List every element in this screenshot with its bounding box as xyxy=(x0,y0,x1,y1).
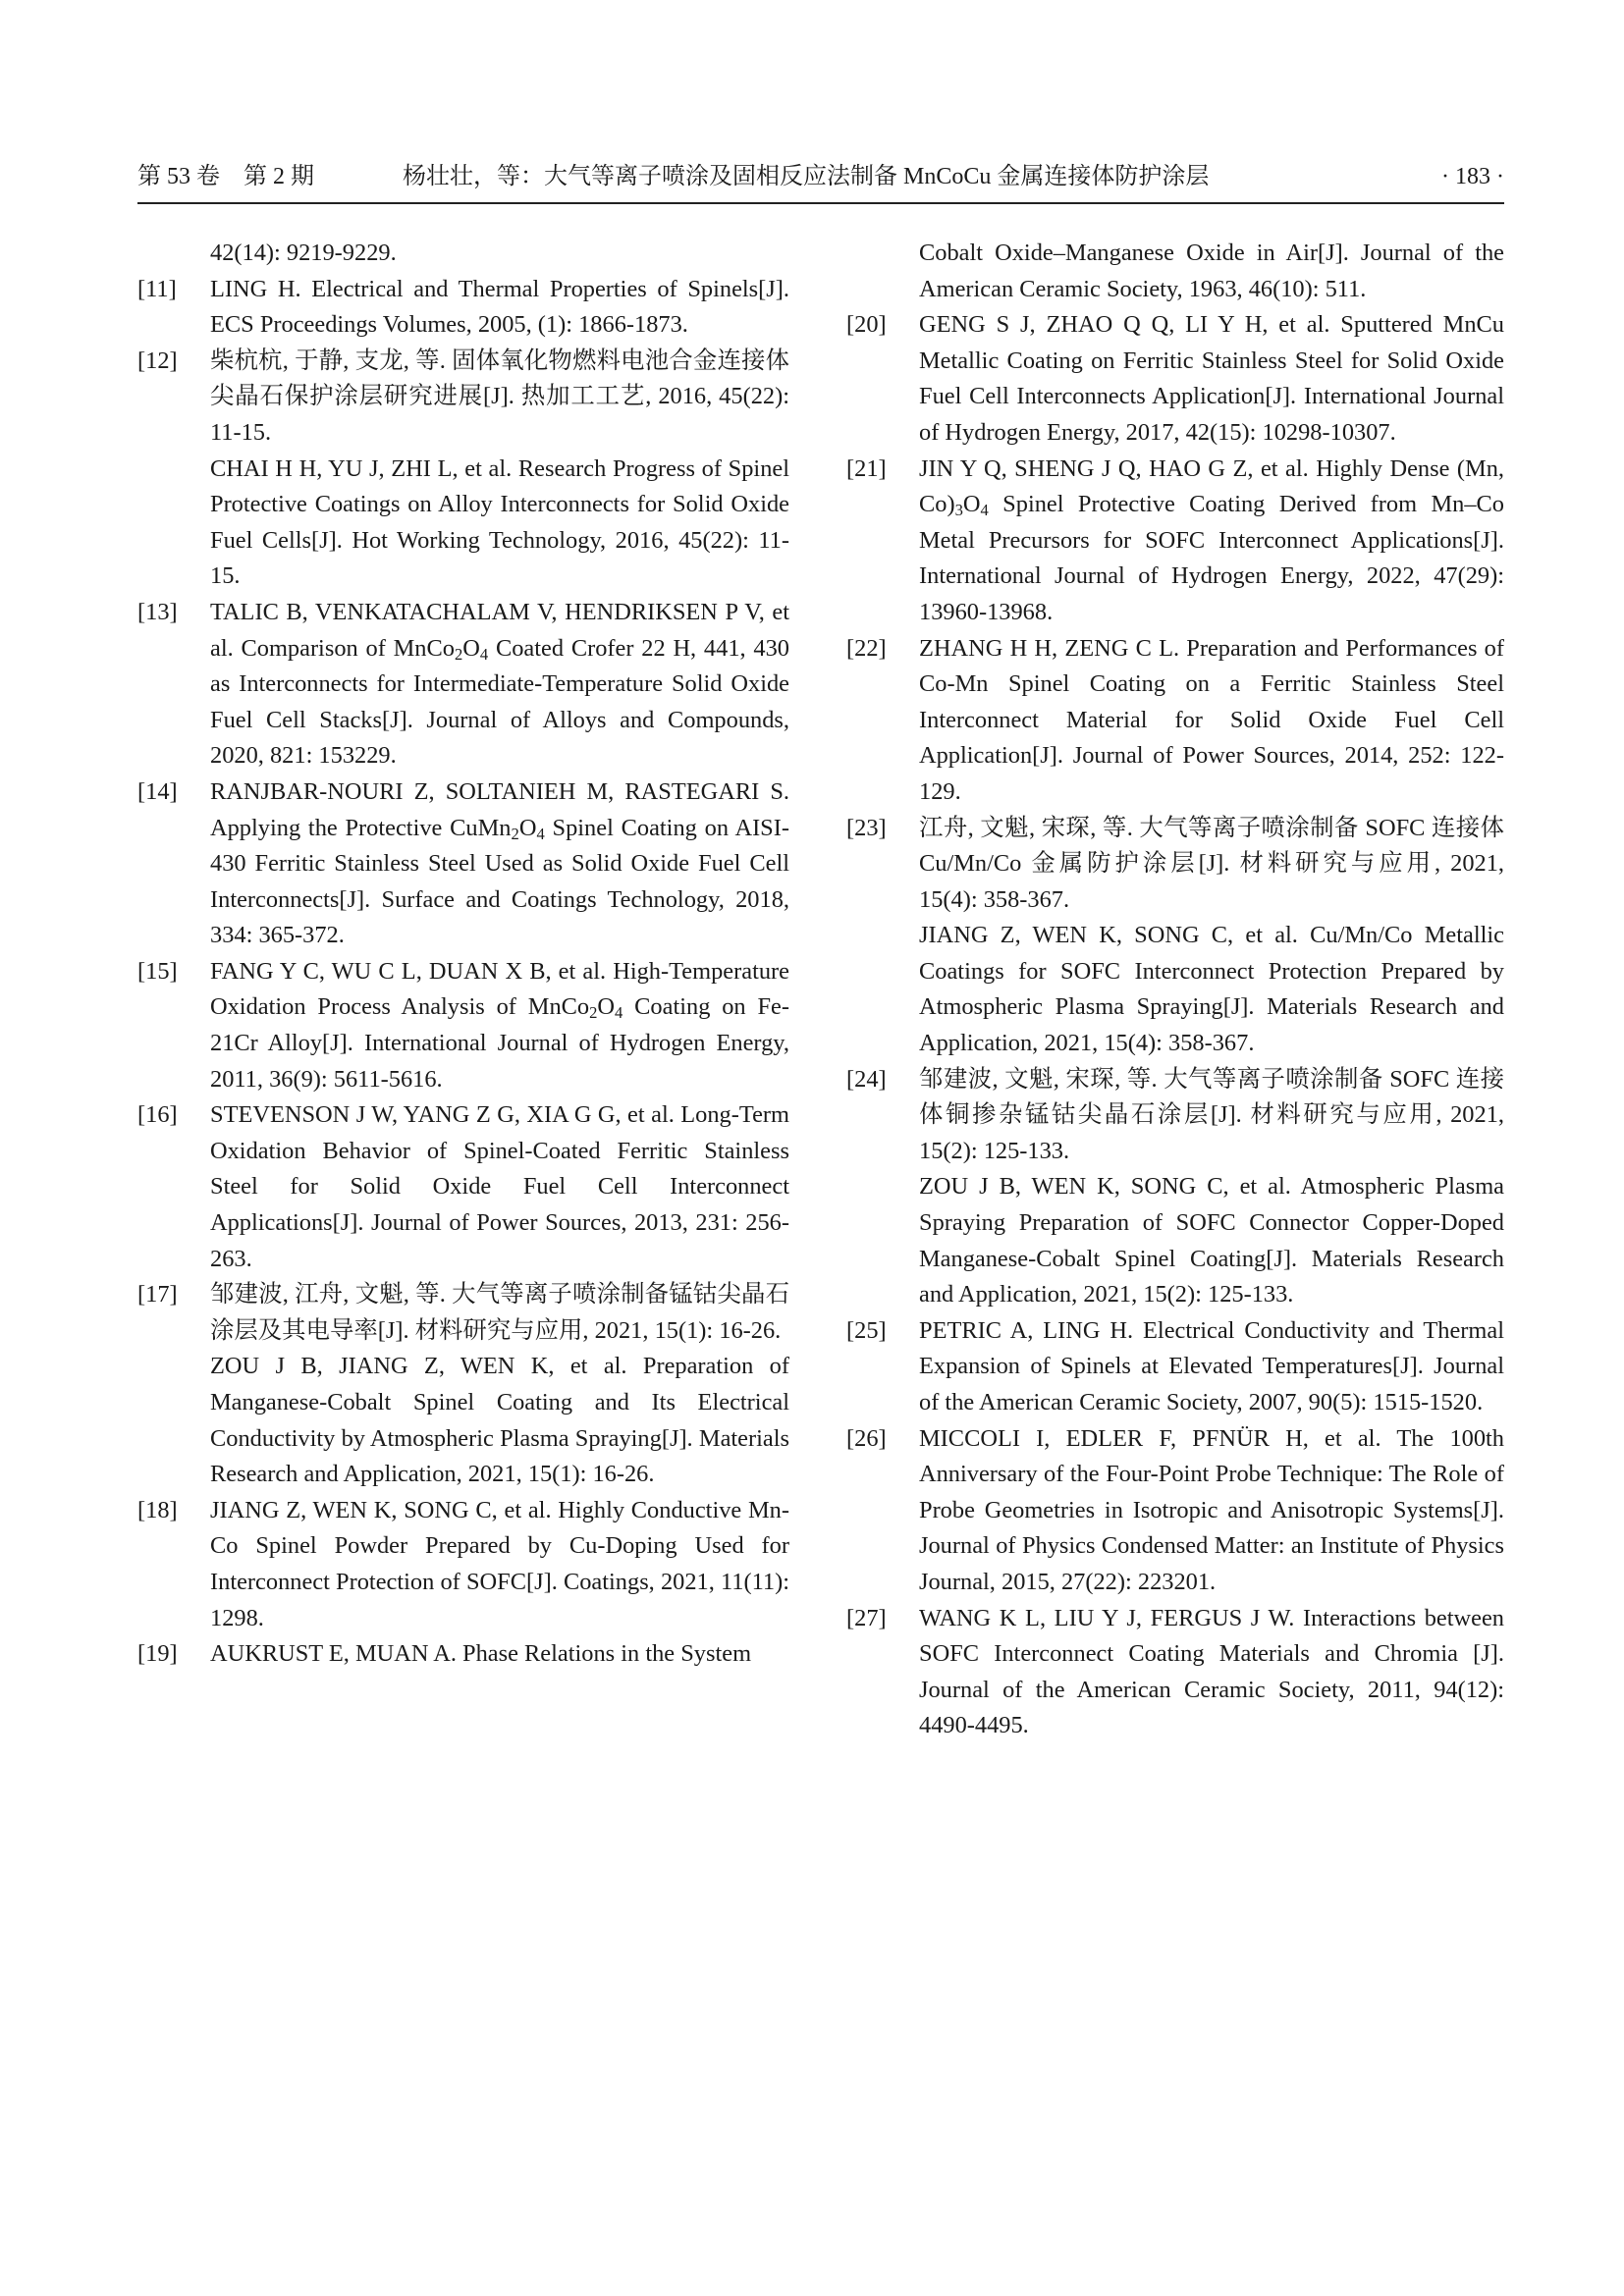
reference-text xyxy=(210,1493,789,1636)
reference-entry xyxy=(137,1277,789,1493)
reference-paragraph: RANJBAR-NOURI Z, SOLTANIEH M, RASTEGARI S. Applying the Protective $CuMn_2O_4$ Spinel Coating on AISI-430 Ferritic Stainless Steel Used as Solid Oxide Fuel Cell Interconnects[J]. Surface and Coatings Technology, 2018, 334: 365-372. xyxy=(210,777,789,949)
reference-paragraph: ZOU J B, JIANG Z, WEN K, et al. Preparation of Manganese-Cobalt Spinel Coating and Its Electrical Conductivity by Atmospheric Plasma Spraying[J]. Materials Research and Application, 2021, 15(1): 16-26. xyxy=(210,1353,789,1488)
reference-number: [24] xyxy=(846,1065,887,1093)
reference-text xyxy=(210,272,789,344)
reference-text xyxy=(919,452,1504,631)
reference-paragraph: JIANG Z, WEN K, SONG C, et al. Highly Conductive Mn-Co Spinel Powder Prepared by Cu-Doping Used for Interconnect Protection of SOFC[J]. Coatings, 2021, 11(11): 1298. xyxy=(210,1496,789,1631)
reference-number: [27] xyxy=(846,1604,887,1631)
reference-number xyxy=(137,236,210,272)
references-left-column xyxy=(137,236,789,1673)
reference-text xyxy=(919,1062,1504,1313)
reference-paragraph: WANG K L, LIU Y J, FERGUS J W. Interactions between SOFC Interconnect Coating Materials and Chromia [J]. Journal of the American Ceramic Society, 2011, 94(12): 4490-4495. xyxy=(919,1604,1504,1739)
references-right-column xyxy=(846,236,1504,1744)
reference-number: [17] xyxy=(137,1281,178,1308)
reference-text xyxy=(210,595,789,774)
reference-text xyxy=(210,774,789,954)
reference-paragraph: JIANG Z, WEN K, SONG C, et al. Cu/Mn/Co Metallic Coatings for SOFC Interconnect Protection Prepared by Atmospheric Plasma Spraying[J]. Materials Research and Application, 2021, 15(4): 358-367. xyxy=(919,922,1504,1057)
reference-number: [25] xyxy=(846,1316,887,1344)
reference-entry xyxy=(846,1601,1504,1744)
reference-text xyxy=(919,1601,1504,1744)
reference-paragraph: ZOU J B, WEN K, SONG C, et al. Atmospheric Plasma Spraying Preparation of SOFC Connector Copper-Doped Manganese-Cobalt Spinel Coating[J]. Materials Research and Application, 2021, 15(2): 125-133. xyxy=(919,1173,1504,1308)
reference-text xyxy=(210,344,789,595)
reference-text xyxy=(919,307,1504,451)
reference-paragraph: 江舟, 文魁, 宋琛, 等. 大气等离子喷涂制备 SOFC 连接体 Cu/Mn/Co 金属防护涂层[J]. 材料研究与应用, 2021, 15(4): 358-367. xyxy=(919,814,1504,913)
reference-number: [18] xyxy=(137,1496,178,1523)
reference-number: [13] xyxy=(137,598,178,625)
reference-paragraph: PETRIC A, LING H. Electrical Conductivity and Thermal Expansion of Spinels at Elevated Temperatures[J]. Journal of the American Ceramic Society, 2007, 90(5): 1515-1520. xyxy=(919,1316,1504,1415)
journal-volume-issue: 第 53 卷 第 2 期 xyxy=(137,164,314,189)
reference-number: [19] xyxy=(137,1640,178,1668)
reference-text xyxy=(919,1313,1504,1421)
reference-entry xyxy=(846,236,1504,307)
reference-number: [11] xyxy=(137,275,177,302)
header-rule xyxy=(137,202,1504,204)
reference-entry xyxy=(137,272,789,344)
reference-paragraph: LING H. Electrical and Thermal Properties of Spinels[J]. ECS Proceedings Volumes, 2005, (1): 1866-1873. xyxy=(210,275,789,339)
page-number: · 183 · xyxy=(1441,164,1504,189)
reference-paragraph: AUKRUST E, MUAN A. Phase Relations in the System xyxy=(210,1640,752,1668)
reference-text xyxy=(919,236,1504,307)
reference-paragraph: ZHANG H H, ZENG C L. Preparation and Performances of Co-Mn Spinel Coating on a Ferritic Stainless Steel Interconnect Material for Solid Oxide Fuel Cell Application[J]. Journal of Power Sources, 2014, 252: 122-129. xyxy=(919,634,1504,805)
reference-text xyxy=(210,236,789,272)
reference-entry xyxy=(846,452,1504,631)
reference-number: [15] xyxy=(137,957,178,985)
reference-number: [26] xyxy=(846,1424,887,1452)
reference-entry xyxy=(137,236,789,272)
reference-entry xyxy=(137,954,789,1097)
reference-number: [12] xyxy=(137,347,178,374)
reference-entry xyxy=(846,811,1504,1062)
reference-paragraph: GENG S J, ZHAO Q Q, LI Y H, et al. Sputtered MnCu Metallic Coating on Ferritic Stainless Steel for Solid Oxide Fuel Cell Interconnects Application[J]. International Journal of Hydrogen Energy, 2017, 42(15): 10298-10307. xyxy=(919,311,1504,446)
reference-paragraph: STEVENSON J W, YANG Z G, XIA G G, et al. Long-Term Oxidation Behavior of Spinel-Coated Ferritic Stainless Steel for Solid Oxide Fuel Cell Interconnect Applications[J]. Journal of Power Sources, 2013, 231: 256-263. xyxy=(210,1101,789,1272)
page-header xyxy=(137,157,1504,196)
reference-text xyxy=(919,631,1504,811)
reference-paragraph: CHAI H H, YU J, ZHI L, et al. Research Progress of Spinel Protective Coatings on Alloy Interconnects for Solid Oxide Fuel Cells[J]. Hot Working Technology, 2016, 45(22): 11-15. xyxy=(210,454,789,590)
reference-text xyxy=(210,1277,789,1493)
reference-paragraph: JIN Y Q, SHENG J Q, HAO G Z, et al. Highly Dense (Mn, $Co)_3O_4$ Spinel Protective Coating Derived from Mn–Co Metal Precursors for SOFC Interconnect Applications[J]. International Journal of Hydrogen Energy, 2022, 47(29): 13960-13968. xyxy=(919,454,1504,625)
reference-number: [14] xyxy=(137,777,178,805)
reference-paragraph: Cobalt Oxide–Manganese Oxide in Air[J]. Journal of the American Ceramic Society, 1963, 46(10): 511. xyxy=(919,240,1504,302)
reference-paragraph: 邹建波, 文魁, 宋琛, 等. 大气等离子喷涂制备 SOFC 连接体铜掺杂锰钴尖晶石涂层[J]. 材料研究与应用, 2021, 15(2): 125-133. xyxy=(919,1065,1504,1164)
reference-text xyxy=(210,954,789,1097)
reference-entry xyxy=(137,1097,789,1277)
reference-paragraph: 邹建波, 江舟, 文魁, 等. 大气等离子喷涂制备锰钴尖晶石涂层及其电导率[J]. 材料研究与应用, 2021, 15(1): 16-26. xyxy=(210,1281,789,1344)
running-title: 杨壮壮，等：大气等离子喷涂及固相反应法制备 MnCoCu 金属连接体防护涂层 xyxy=(403,164,1210,189)
reference-text xyxy=(210,1636,789,1673)
reference-entry xyxy=(846,1313,1504,1421)
reference-number xyxy=(846,236,919,307)
reference-number: [23] xyxy=(846,814,887,841)
reference-paragraph: TALIC B, VENKATACHALAM V, HENDRIKSEN P V, et al. Comparison of $MnCo_2O_4$ Coated Crofer 22 H, 441, 430 as Interconnects for Intermediate-Temperature Solid Oxide Fuel Cell Stacks[J]. Journal of Alloys and Compounds, 2020, 821: 153229. xyxy=(210,598,789,770)
reference-entry xyxy=(137,774,789,954)
reference-number: [20] xyxy=(846,311,887,339)
reference-entry xyxy=(137,1636,789,1673)
reference-text xyxy=(210,1097,789,1277)
reference-paragraph: 42(14): 9219-9229. xyxy=(210,240,397,266)
reference-entry xyxy=(137,595,789,774)
reference-number: [22] xyxy=(846,634,887,662)
reference-number: [16] xyxy=(137,1101,178,1129)
reference-text xyxy=(919,1421,1504,1601)
reference-paragraph: 柴杭杭, 于静, 支龙, 等. 固体氧化物燃料电池合金连接体尖晶石保护涂层研究进展[J]. 热加工工艺, 2016, 45(22): 11-15. xyxy=(210,347,789,446)
reference-entry xyxy=(846,631,1504,811)
reference-entry xyxy=(137,1493,789,1636)
reference-entry xyxy=(846,1062,1504,1313)
reference-paragraph: MICCOLI I, EDLER F, PFNÜR H, et al. The 100th Anniversary of the Four-Point Probe Technique: The Role of Probe Geometries in Isotropic and Anisotropic Systems[J]. Journal of Physics Condensed Matter: an Institute of Physics Journal, 2015, 27(22): 223201. xyxy=(919,1424,1504,1595)
reference-paragraph: FANG Y C, WU C L, DUAN X B, et al. High-Temperature Oxidation Process Analysis of $MnCo_2O_4$ Coating on Fe-21Cr Alloy[J]. International Journal of Hydrogen Energy, 2011, 36(9): 5611-5616. xyxy=(210,957,789,1093)
reference-entry xyxy=(846,1421,1504,1601)
reference-number: [21] xyxy=(846,454,887,482)
reference-text xyxy=(919,811,1504,1062)
reference-entry xyxy=(846,307,1504,451)
reference-entry xyxy=(137,344,789,595)
